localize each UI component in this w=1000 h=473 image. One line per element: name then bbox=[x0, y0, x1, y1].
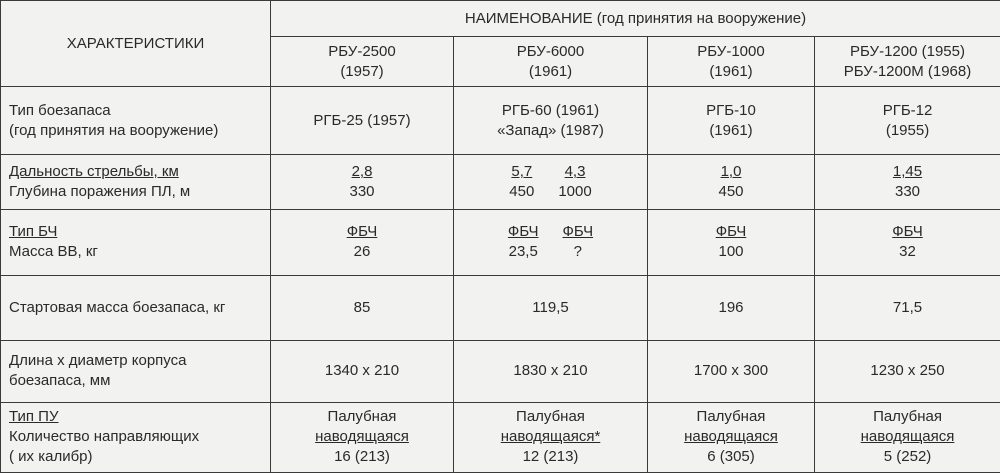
table-cell: 1700 х 300 bbox=[648, 340, 815, 402]
table-cell: 1830 х 210 bbox=[454, 340, 648, 402]
system-name: РБУ-2500 bbox=[328, 42, 396, 60]
table-cell: РГБ-60 (1961) «Запад» (1987) bbox=[454, 87, 648, 155]
system-header bbox=[648, 37, 815, 87]
table-cell: 85 bbox=[271, 275, 454, 340]
table-cell: Палубная наводящаяся 6 (305) bbox=[648, 402, 815, 472]
table-row bbox=[1, 340, 1000, 402]
system-header bbox=[815, 37, 1000, 87]
table-cell: 2,8 330 bbox=[271, 155, 454, 210]
table-row bbox=[1, 275, 1000, 340]
table-cell: 1340 х 210 bbox=[271, 340, 454, 402]
table-cell: $\frac{5,7}{450}$ $\frac{4,3}{1000}$ bbox=[454, 155, 648, 210]
row-label: Дальность стрельбы, км Глубина поражения ПЛ, м bbox=[1, 155, 271, 210]
header-characteristics: ХАРАКТЕРИСТИКИ bbox=[1, 1, 271, 87]
row-label: Стартовая масса боезапаса, кг bbox=[1, 275, 271, 340]
row-label: Тип БЧ Масса ВВ, кг bbox=[1, 210, 271, 275]
table-cell: Палубная наводящаяся 5 (252) bbox=[815, 402, 1000, 472]
system-year: (1961) bbox=[709, 62, 753, 80]
row-label: Длина х диаметр корпуса боезапаса, мм bbox=[1, 340, 271, 402]
table-row bbox=[1, 87, 1000, 155]
system-header bbox=[271, 37, 454, 87]
system-name: РБУ-1200 (1955) bbox=[850, 42, 965, 60]
table-cell: ФБЧ 100 bbox=[648, 210, 815, 275]
table-cell: 1,45 330 bbox=[815, 155, 1000, 210]
table-row bbox=[1, 402, 1000, 472]
row-label: Тип ПУ Количество направляющих ( их калибр) bbox=[1, 402, 271, 472]
table-cell: ФБЧ 23,5 ФБЧ ? bbox=[454, 210, 648, 275]
system-year: РБУ-1200М (1968) bbox=[843, 62, 972, 80]
header-naming: НАИМЕНОВАНИЕ (год принятия на вооружение) bbox=[271, 1, 1000, 37]
system-year: (1957) bbox=[340, 62, 384, 80]
system-name: РБУ-6000 bbox=[516, 42, 585, 60]
table-cell: Палубная наводящаяся* 12 (213) bbox=[454, 402, 648, 472]
table-cell: ФБЧ 26 bbox=[271, 210, 454, 275]
table-cell: 71,5 bbox=[815, 275, 1000, 340]
system-year: (1961) bbox=[528, 62, 573, 80]
table-cell: 119,5 bbox=[454, 275, 648, 340]
table-row bbox=[1, 210, 1000, 275]
table-cell: РГБ-10 (1961) bbox=[648, 87, 815, 155]
table-cell: 1230 х 250 bbox=[815, 340, 1000, 402]
table-cell: 196 bbox=[648, 275, 815, 340]
table-cell: 1,0 450 bbox=[648, 155, 815, 210]
system-name: РБУ-1000 bbox=[697, 42, 765, 60]
system-header bbox=[454, 37, 648, 87]
table-cell: Палубная наводящаяся 16 (213) bbox=[271, 402, 454, 472]
table-cell: РГБ-25 (1957) bbox=[271, 87, 454, 155]
row-label: Тип боезапаса (год принятия на вооружение) bbox=[1, 87, 271, 155]
table-cell: РГБ-12 (1955) bbox=[815, 87, 1000, 155]
table-cell: ФБЧ 32 bbox=[815, 210, 1000, 275]
table-row bbox=[1, 155, 1000, 210]
